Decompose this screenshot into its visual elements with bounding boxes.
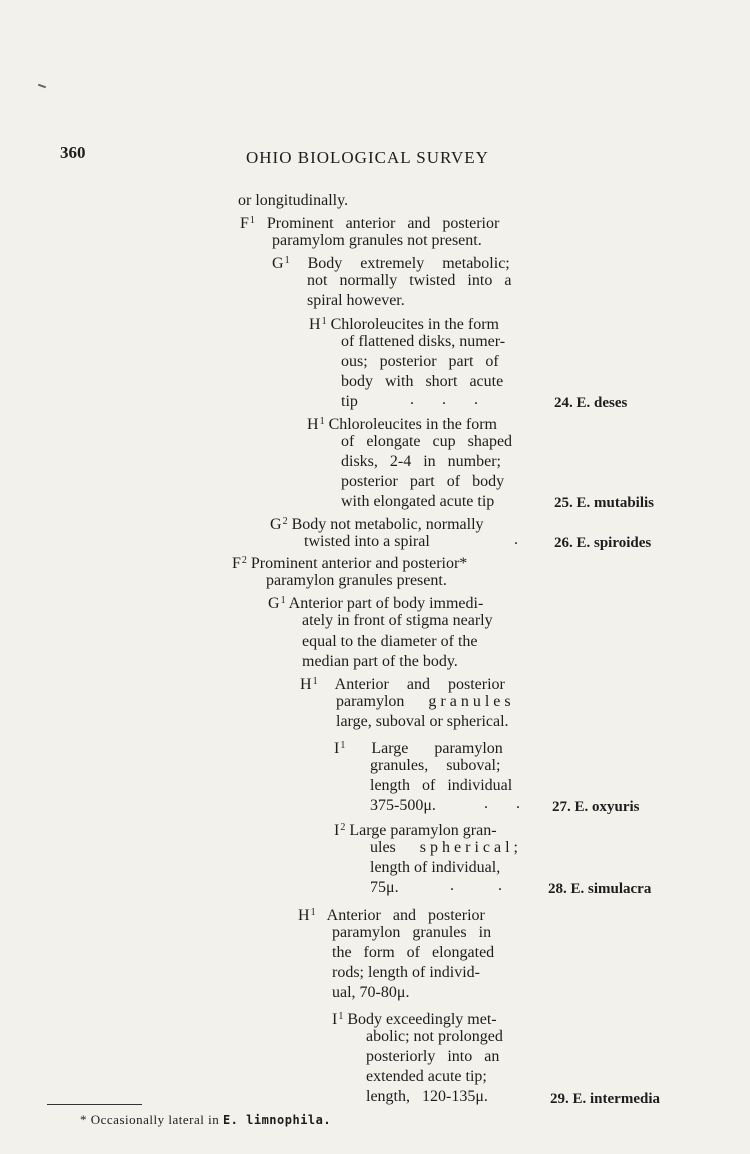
species-name: 26. E. spiroides — [554, 535, 652, 551]
leader-dots: . . — [450, 877, 502, 894]
key-line: $H^1$ Anterior and posterior — [298, 907, 485, 924]
key-line: body with short acute — [341, 373, 504, 390]
species-name: 28. E. simulacra — [548, 881, 652, 897]
running-header: OHIO BIOLOGICAL SURVEY — [246, 148, 489, 167]
key-line: posterior part of body — [341, 473, 505, 490]
species-name: 29. E. intermedia — [550, 1091, 660, 1107]
footnote-rule — [47, 1104, 142, 1105]
key-line: $I^2$ Large paramylon gran- — [334, 822, 497, 839]
key-line: paramylon granules — [336, 693, 515, 710]
key-line: or longitudinally. — [238, 192, 349, 209]
key-line: median part of the body. — [302, 653, 458, 670]
key-line: length of individual — [370, 777, 513, 794]
key-line: length of individual, — [370, 859, 501, 876]
footnote: * Occasionally lateral in E. limnophila. — [80, 1112, 332, 1127]
species-name: 25. E. mutabilis — [554, 495, 655, 511]
page-speck — [38, 84, 46, 89]
key-line: length, 120-135μ. — [366, 1088, 488, 1105]
key-line: spiral however. — [307, 292, 405, 309]
species-name: 27. E. oxyuris — [552, 799, 640, 815]
page-number: 360 — [60, 143, 86, 162]
leader-dots: . — [514, 531, 518, 548]
key-line: ules spherical; — [370, 839, 522, 856]
key-line: paramylon granules present. — [266, 572, 447, 589]
key-line: large, suboval or spherical. — [336, 713, 509, 730]
species-name: 24. E. deses — [554, 395, 628, 411]
key-line: twisted into a spiral — [304, 533, 430, 550]
key-line: $F^1$ Prominent anterior and posterior — [240, 215, 500, 232]
key-line: rods; length of individ- — [332, 964, 480, 981]
key-line: $H^1$ Chloroleucites in the form — [309, 316, 499, 333]
key-line: $G^2$ Body not metabolic, normally — [270, 516, 484, 533]
key-line: $G^1$ Body extremely metabolic; — [272, 255, 510, 272]
key-line: paramylom granules not present. — [272, 232, 482, 249]
key-line: tip — [341, 393, 358, 410]
key-line: ous; posterior part of — [341, 353, 499, 370]
leader-dots: . . — [484, 795, 520, 812]
key-line: $I^1$ Body exceedingly met- — [332, 1011, 497, 1028]
key-line: with elongated acute tip — [341, 493, 495, 510]
key-line: not normally twisted into a — [307, 272, 512, 289]
key-line: the form of elongated — [332, 944, 495, 961]
key-line: disks, 2-4 in number; — [341, 453, 501, 470]
key-line: paramylon granules in — [332, 924, 492, 941]
key-line: equal to the diameter of the — [302, 633, 478, 650]
key-line: $H^1$ Anterior and posterior — [300, 676, 505, 693]
key-line: ately in front of stigma nearly — [302, 612, 493, 629]
key-line: $H^1$ Chloroleucites in the form — [307, 416, 497, 433]
key-line: extended acute tip; — [366, 1068, 487, 1085]
key-line: $G^1$ Anterior part of body immedi- — [268, 595, 484, 612]
key-line: of elongate cup shaped — [341, 433, 513, 450]
key-line: posteriorly into an — [366, 1048, 500, 1065]
leader-dots: . . . — [410, 391, 478, 408]
key-line: ual, 70-80μ. — [332, 984, 410, 1001]
key-line: 75μ. — [370, 879, 399, 896]
key-line: $F^2$ Prominent anterior and posterior* — [232, 555, 468, 572]
key-line: of flattened disks, numer- — [341, 333, 506, 350]
key-line: granules, suboval; — [370, 757, 501, 774]
key-line: 375-500μ. — [370, 797, 436, 814]
key-line: abolic; not prolonged — [366, 1028, 503, 1045]
key-line: $I^1$ Large paramylon — [334, 740, 503, 757]
